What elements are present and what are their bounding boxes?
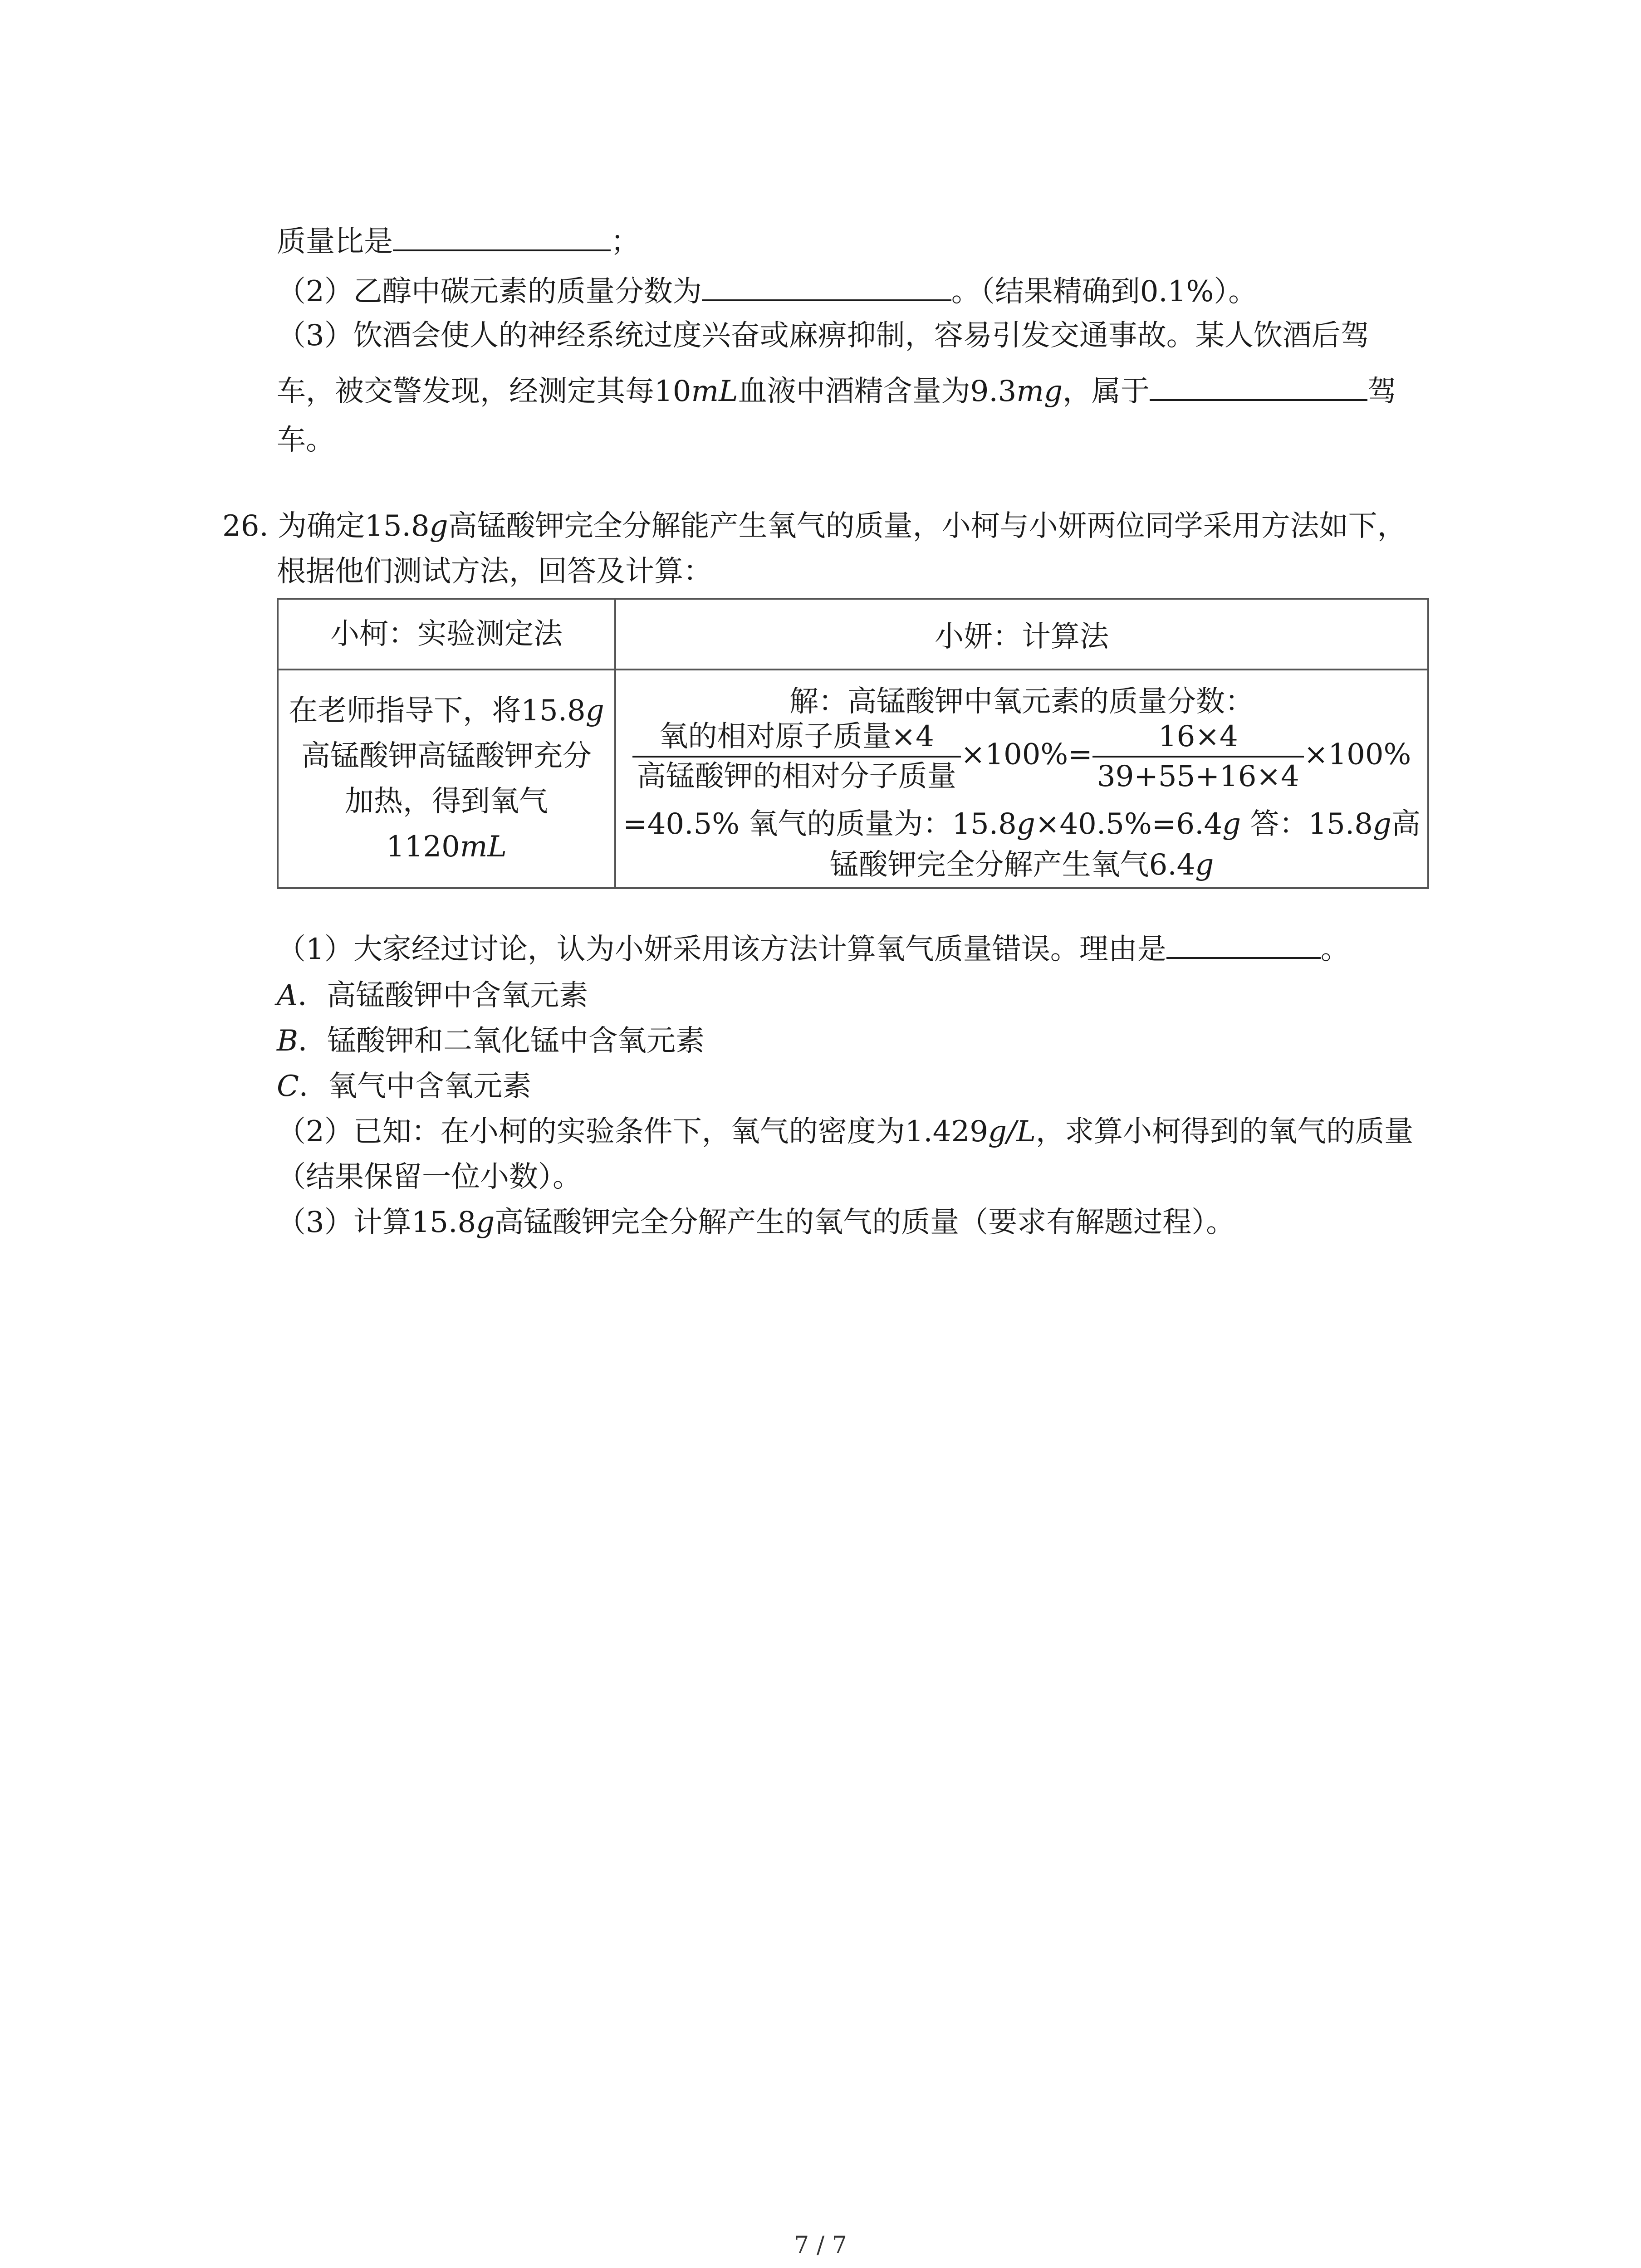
option-a-text: ．高锰酸钾中含氧元素: [298, 979, 588, 1012]
xiaoyan-solution: [616, 672, 1427, 885]
q26-part1-end: 。: [1320, 933, 1350, 966]
solution-line4-a: 锰酸钾完全分解产生氧气6.4: [829, 848, 1195, 882]
q25-line4-e: ，属于: [1063, 375, 1150, 408]
option-c-letter: C: [277, 1070, 299, 1103]
solution-line3-g: 高: [1391, 807, 1421, 841]
q25-line3-text: （3）饮酒会使人的神经系统过度兴奋或麻痹抑制，容易引发交通事故。某人饮酒后驾: [277, 319, 1370, 352]
xiaoke-line1: [288, 688, 605, 733]
option-b-text: ．锰酸钾和二氧化锰中含氧元素: [298, 1024, 705, 1058]
unit-g: g: [1222, 807, 1241, 841]
unit-mg: mg: [1016, 375, 1063, 408]
answer-blank-2[interactable]: [702, 268, 951, 301]
answer-blank-3[interactable]: [1150, 367, 1367, 401]
q25-line5-text: 车。: [277, 423, 335, 457]
q25-line2-text: （2）乙醇中碳元素的质量分数为: [277, 275, 702, 308]
unit-g: g: [1372, 807, 1391, 841]
q25-line4-a: 车，被交警发现，经测定其每10: [277, 375, 691, 408]
unit-g: g: [1195, 848, 1214, 882]
fraction-2: [1092, 718, 1304, 796]
q26-part1: [277, 925, 1350, 972]
q26-part3-a: （3）计算15.8: [277, 1206, 476, 1239]
xiaoke-line3: [288, 779, 605, 870]
solution-line3-c: ×40.5%=6.4: [1035, 807, 1223, 841]
option-a[interactable]: [277, 973, 588, 1018]
q25-line1: [277, 218, 640, 264]
fraction-1: [632, 718, 961, 796]
option-c-text: ．氧气中含氧元素: [299, 1070, 531, 1103]
xiaoke-method-cell: [278, 670, 615, 888]
option-b[interactable]: [277, 1018, 705, 1064]
fraction-2-numerator: 16×4: [1092, 718, 1304, 758]
solution-line1: 解：高锰酸钾中氧元素的质量分数：: [789, 685, 1254, 719]
q25-line4-c: 血液中酒精含量为9.3: [738, 375, 1017, 408]
option-a-letter: A: [277, 979, 298, 1012]
fraction-1-numerator: 氧的相对原子质量×4: [632, 718, 961, 758]
option-c[interactable]: [277, 1064, 531, 1109]
xiaoke-line3-a: 加热，得到氧气1120: [345, 785, 548, 864]
xiaoke-line2: 高锰酸钾高锰酸钾充分: [301, 739, 592, 773]
q26-part2-c: ，求算小柯得到的氧气的质量: [1035, 1115, 1413, 1149]
q26-stem-c: 高锰酸钾完全分解能产生氧气的质量，小柯与小妍两位同学采用方法如下，: [448, 509, 1406, 543]
q26-part3-c: 高锰酸钾完全分解产生的氧气的质量（要求有解题过程）。: [495, 1206, 1235, 1239]
option-b-letter: B: [277, 1024, 299, 1058]
q26-stem-line2: [277, 549, 712, 594]
q26-stem-line2-text: 根据他们测试方法，回答及计算：: [277, 555, 712, 588]
q26-part1-text: （1）大家经过讨论，认为小妍采用该方法计算氧气质量错误。理由是: [277, 933, 1166, 966]
q26-part2-line2: [277, 1154, 582, 1200]
unit-g: g: [1016, 807, 1035, 841]
page-number: 7 / 7: [794, 2232, 847, 2259]
unit-ml: mL: [460, 830, 507, 864]
table-header-row: [278, 599, 1428, 670]
q26-stem-a: 为确定15.8: [278, 509, 430, 543]
methods-table: [277, 598, 1429, 889]
unit-ml: mL: [691, 375, 738, 408]
question-number: 26.: [222, 509, 269, 543]
q25-line1-end: ；: [611, 225, 640, 259]
q26-part2-a: （2）已知：在小柯的实验条件下，氧气的密度为1.429: [277, 1115, 988, 1149]
fraction-1-denominator: 高锰酸钾的相对分子质量: [637, 760, 956, 793]
unit-g: g: [476, 1206, 495, 1239]
solution-line3-e: 答：15.8: [1241, 807, 1373, 841]
unit-g: g: [585, 694, 604, 728]
q26-part2-line2-text: （结果保留一位小数）。: [277, 1160, 582, 1194]
header-xiaoyan: 小妍：计算法: [615, 599, 1428, 670]
xiaoke-line1-a: 在老师指导下，将15.8: [289, 694, 586, 728]
formula-tail: ×100%: [1303, 738, 1411, 772]
table-body-row: [278, 670, 1428, 888]
fraction-2-denominator: 39+55+16×4: [1097, 760, 1299, 793]
header-xiaoke: 小柯：实验测定法: [278, 599, 615, 670]
q25-line1-text: 质量比是: [277, 225, 393, 259]
solution-line4: [616, 845, 1427, 885]
q25-line2: [277, 268, 1257, 314]
q26-part2-line1: [277, 1109, 1413, 1154]
q25-line3: [277, 313, 1370, 358]
q25-line4: [277, 367, 1396, 414]
solution-line3-a: =40.5% 氧气的质量为：15.8: [623, 807, 1017, 841]
unit-g: g: [429, 509, 448, 543]
answer-blank-4[interactable]: [1166, 925, 1321, 959]
solution-formula: [616, 718, 1427, 796]
q25-line5: [277, 417, 335, 463]
q25-line2-tail: 。（结果精确到0.1%）。: [951, 275, 1258, 308]
formula-mid: ×100%=: [960, 738, 1092, 772]
q25-line4-f: 驾: [1367, 375, 1397, 408]
xiaoyan-method-cell: [615, 670, 1428, 888]
unit-g-per-l: g/L: [988, 1115, 1036, 1149]
solution-line3: [616, 804, 1427, 845]
q26-part3: [277, 1200, 1235, 1245]
answer-blank-1[interactable]: [393, 218, 611, 251]
q26-stem-line1: [222, 503, 1406, 549]
